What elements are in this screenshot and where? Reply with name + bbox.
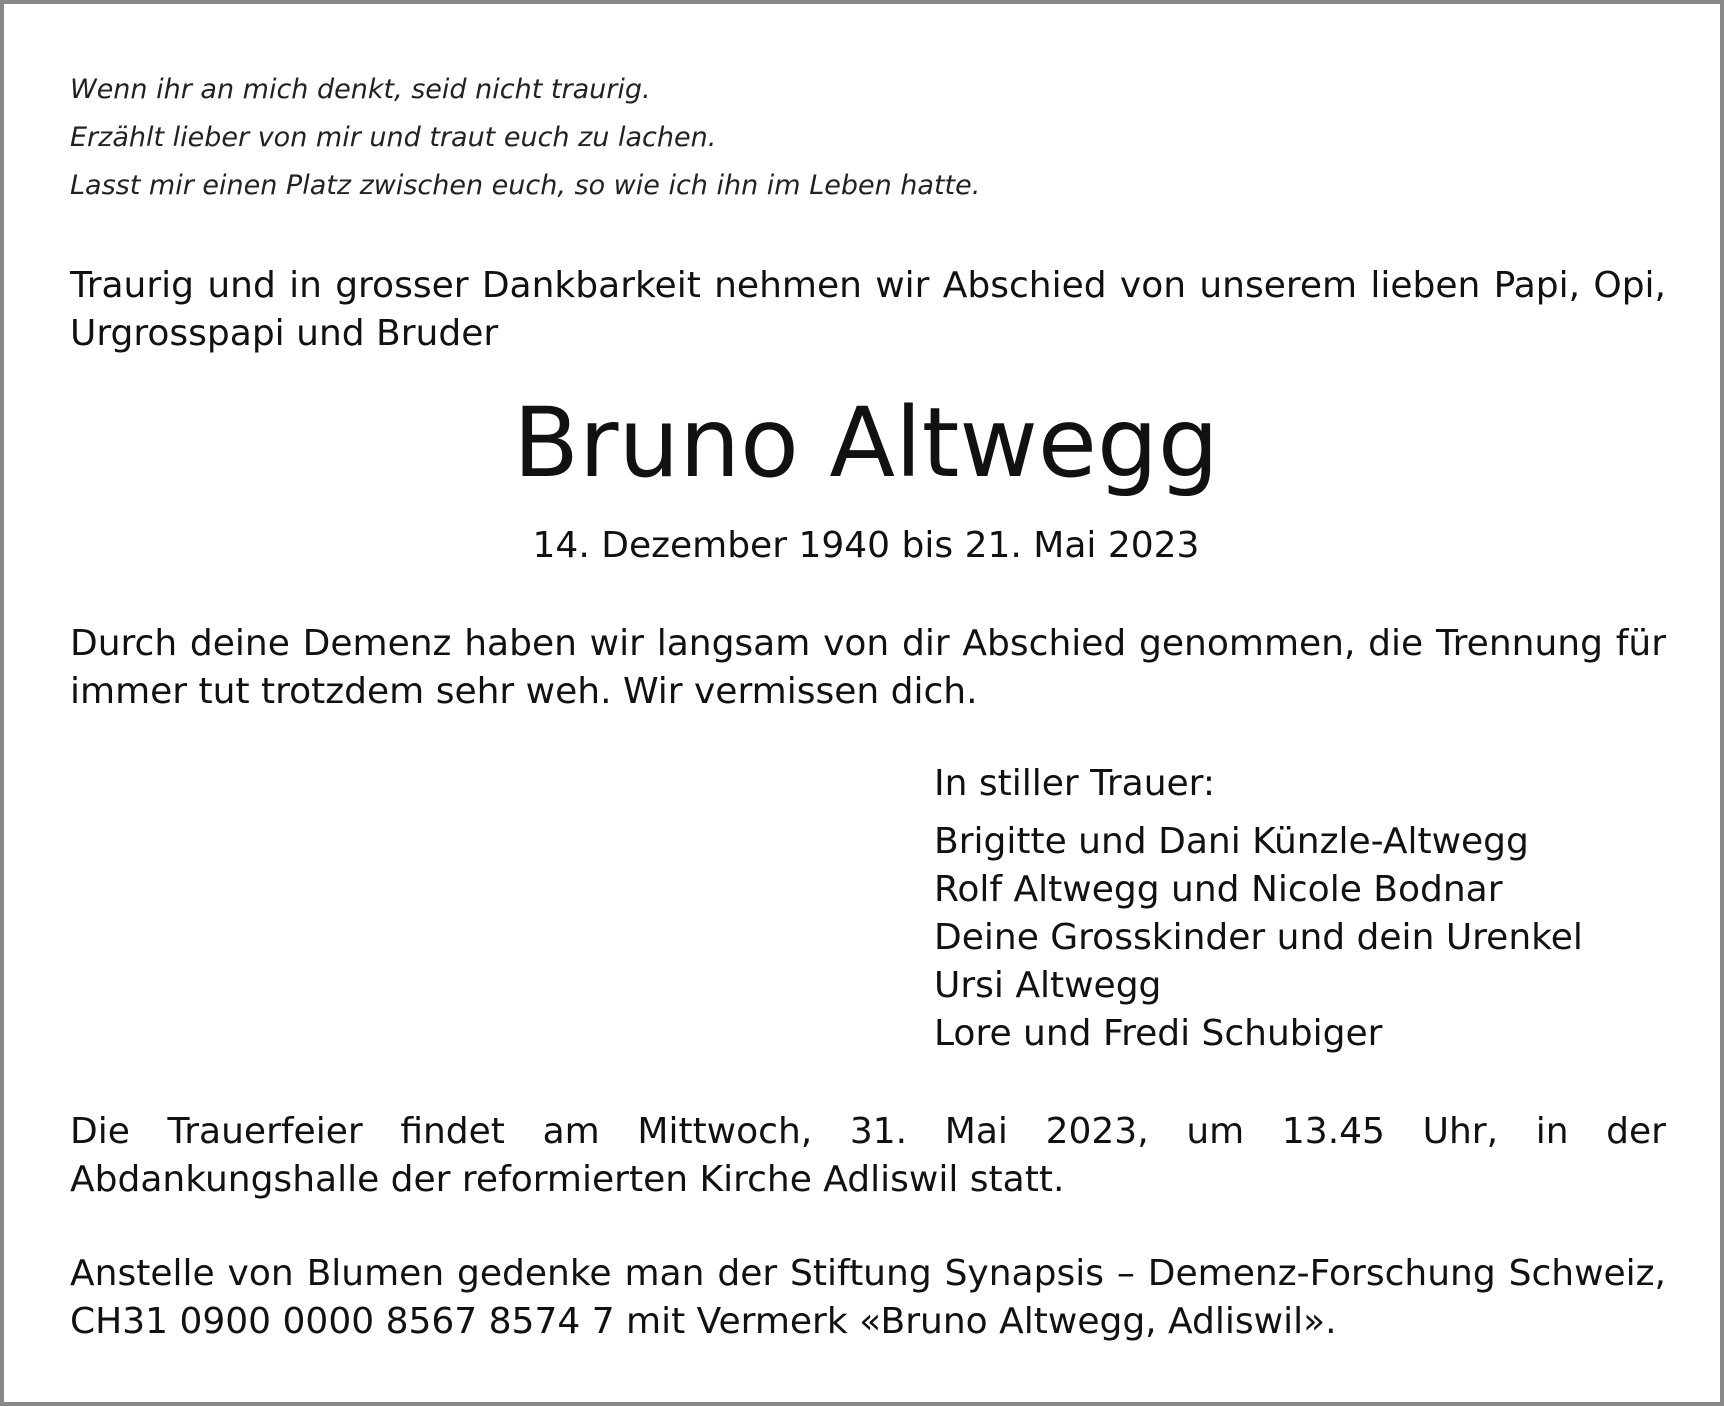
poem <box>70 66 1570 210</box>
poem-line: Lasst mir einen Platz zwischen euch, so wie ich ihn im Leben hatte. <box>70 170 981 201</box>
mourner-name: Ursi Altwegg <box>934 965 1162 1006</box>
life-dates: 14. Dezember 1940 bis 21. Mai 2023 <box>532 525 1200 566</box>
mourner-name: Rolf Altwegg und Nicole Bodnar <box>934 869 1503 910</box>
farewell-message: Durch deine Demenz haben wir langsam von dir Abschied genommen, die Trennung für immer tut trotzdem sehr weh. Wir vermissen dich. <box>70 623 1666 712</box>
mourner-name: Brigitte und Dani Künzle-Altwegg <box>934 821 1529 862</box>
funeral-service-info: Die Trauerfeier findet am Mittwoch, 31. Mai 2023, um 13.45 Uhr, in der Abdankungshalle der reformierten Kirche Adliswil statt. <box>70 1111 1666 1200</box>
mourner-name: Lore und Fredi Schubiger <box>934 1013 1383 1054</box>
poem-line: Wenn ihr an mich denkt, seid nicht traurig. <box>70 74 651 105</box>
mourners-block <box>934 760 1674 1058</box>
deceased-name: Bruno Altwegg <box>513 387 1219 499</box>
poem-line: Erzählt lieber von mir und traut euch zu lachen. <box>70 122 717 153</box>
donation-info: Anstelle von Blumen gedenke man der Stiftung Synapsis – Demenz-Forschung Schweiz, CH31 0900 0000 8567 8574 7 mit Vermerk «Bruno Altwegg, Adliswil». <box>70 1253 1666 1342</box>
intro-text: Traurig und in grosser Dankbarkeit nehmen wir Abschied von unserem lieben Papi, Opi, Urgrosspapi und Bruder <box>70 265 1666 354</box>
mourners-list <box>934 818 1674 1058</box>
mourners-heading: In stiller Trauer: <box>934 763 1215 804</box>
mourner-name: Deine Grosskinder und dein Urenkel <box>934 917 1583 958</box>
